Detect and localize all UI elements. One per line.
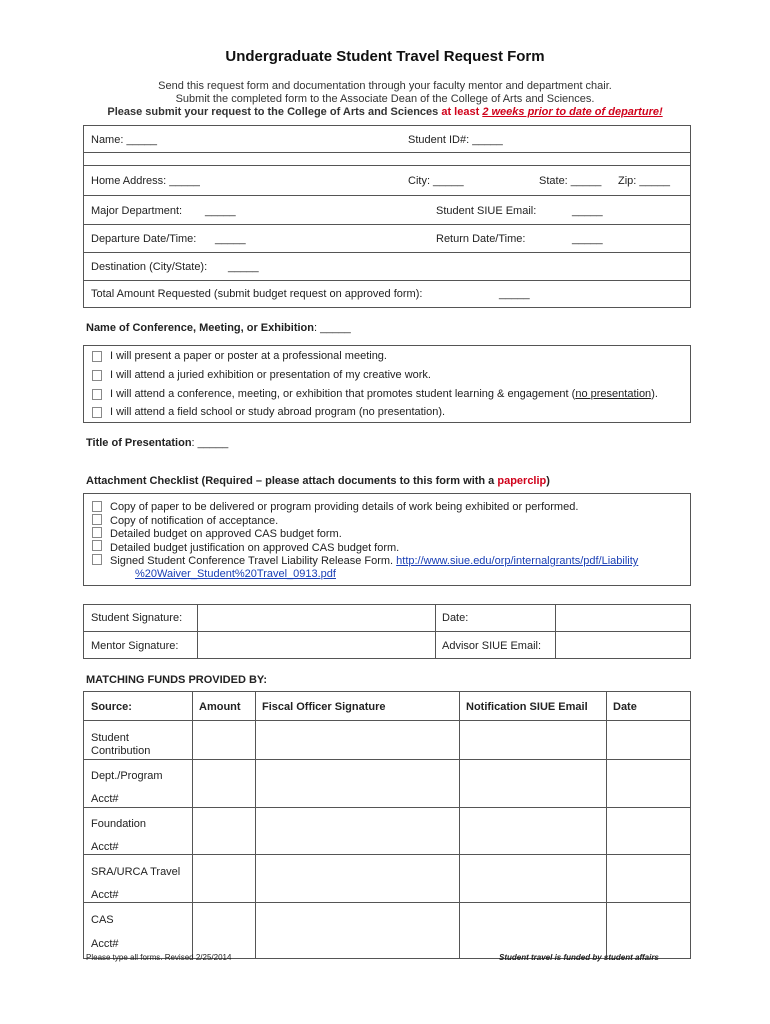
source-dept-acct: Acct# (91, 793, 119, 805)
funds-header-email: Notification SIUE Email (466, 701, 588, 713)
checklist-justification-checkbox[interactable] (92, 540, 102, 551)
funds-header-amount: Amount (199, 701, 241, 713)
return-label: Return Date/Time: (436, 233, 526, 245)
presentation-label: Title of Presentation (86, 437, 192, 449)
source-foundation-acct: Acct# (91, 841, 119, 853)
footer-revised: Please type all forms. Revised 2/25/2014 (86, 953, 232, 962)
field-school-option: I will attend a field school or study abroad program (no presentation). (110, 406, 446, 418)
checklist-budget-checkbox[interactable] (92, 527, 102, 538)
student-signature-label: Student Signature: (91, 612, 183, 624)
field-school-checkbox[interactable] (92, 407, 102, 418)
juried-checkbox[interactable] (92, 370, 102, 381)
checklist-waiver-checkbox[interactable] (92, 554, 102, 565)
source-sra-urca: SRA/URCA Travel (91, 866, 181, 878)
checklist-heading-paperclip: paperclip (497, 475, 547, 487)
attend-option-text: I will attend a conference, meeting, or exhibition that promotes student learning & engagement ( (110, 388, 576, 400)
present-option: I will present a paper or poster at a professional meeting. (110, 350, 387, 362)
funds-header-fiscal-officer: Fiscal Officer Signature (262, 701, 386, 713)
email-input[interactable]: _____ (572, 205, 603, 217)
checklist-heading (86, 475, 550, 487)
intro-line-3 (0, 106, 770, 118)
checklist-heading-close: ) (546, 475, 550, 487)
signature-date-label: Date: (442, 612, 469, 624)
presentation-input[interactable]: : _____ (191, 437, 229, 449)
intro-deadline-prefix: at least (441, 106, 480, 118)
conference-input[interactable]: : _____ (313, 322, 351, 334)
source-cas-acct: Acct# (91, 938, 119, 950)
home-address-field[interactable]: Home Address: _____ (91, 175, 200, 187)
source-cas: CAS (91, 914, 114, 926)
source-foundation: Foundation (91, 818, 147, 830)
checklist-budget: Detailed budget on approved CAS budget form. (110, 528, 342, 540)
checklist-waiver (110, 555, 638, 567)
intro-line-2: Submit the completed form to the Associate Dean of the College of Arts and Sciences. (175, 93, 595, 105)
intro-deadline: 2 weeks prior to date of departure! (482, 106, 663, 118)
checklist-paper: Copy of paper to be delivered or program providing details of work being exhibited or performed. (110, 501, 579, 513)
amount-label: Total Amount Requested (submit budget request on approved form): (91, 288, 423, 300)
destination-label: Destination (City/State): (91, 261, 208, 273)
checklist-waiver-text: Signed Student Conference Travel Liability Release Form. (110, 555, 397, 567)
checklist-paper-checkbox[interactable] (92, 501, 102, 512)
attend-option-emphasis: no presentation (575, 388, 652, 400)
destination-input[interactable]: _____ (228, 261, 259, 273)
matching-funds-heading: MATCHING FUNDS PROVIDED BY: (86, 674, 268, 686)
funds-header-date: Date (613, 701, 637, 713)
form-title: Undergraduate Student Travel Request Form (225, 48, 545, 65)
advisor-email-label: Advisor SIUE Email: (442, 640, 542, 652)
attend-option (110, 388, 658, 400)
major-input[interactable]: _____ (205, 205, 236, 217)
source-sra-acct: Acct# (91, 889, 119, 901)
juried-option: I will attend a juried exhibition or presentation of my creative work. (110, 369, 431, 381)
major-label: Major Department: (91, 205, 183, 217)
conference-line (86, 322, 351, 334)
attend-checkbox[interactable] (92, 389, 102, 400)
departure-input[interactable]: _____ (215, 233, 246, 245)
funds-header-source: Source: (91, 701, 132, 713)
return-input[interactable]: _____ (572, 233, 603, 245)
mentor-signature-label: Mentor Signature: (91, 640, 179, 652)
source-student: Student (91, 732, 129, 744)
name-field[interactable]: Name: _____ (91, 134, 158, 146)
checklist-notification-checkbox[interactable] (92, 514, 102, 525)
amount-input[interactable]: _____ (499, 288, 530, 300)
conference-label: Name of Conference, Meeting, or Exhibition (86, 322, 314, 334)
intro-line-3-text: Please submit your request to the College of Arts and Sciences (107, 106, 439, 118)
footer-funding-note: Student travel is funded by student affairs (499, 953, 659, 962)
source-student-contribution: Contribution (91, 745, 151, 757)
attend-option-close: ). (651, 388, 658, 400)
source-dept-program: Dept./Program (91, 770, 163, 782)
checklist-justification: Detailed budget justification on approved CAS budget form. (110, 542, 400, 554)
waiver-link-continued[interactable]: %20Waiver_Student%20Travel_0913.pdf (135, 568, 336, 580)
presentation-line (86, 437, 228, 449)
matching-funds-table (83, 691, 691, 959)
zip-field[interactable]: Zip: _____ (618, 175, 670, 187)
city-field[interactable]: City: _____ (408, 175, 464, 187)
present-checkbox[interactable] (92, 351, 102, 362)
departure-label: Departure Date/Time: (91, 233, 197, 245)
intro-line-1: Send this request form and documentation through your faculty mentor and department chair. (158, 80, 612, 92)
state-field[interactable]: State: _____ (539, 175, 602, 187)
student-id-field[interactable]: Student ID#: _____ (408, 134, 503, 146)
checklist-heading-text: Attachment Checklist (Required – please attach documents to this form with a (86, 475, 498, 487)
email-label: Student SIUE Email: (436, 205, 537, 217)
checklist-notification: Copy of notification of acceptance. (110, 515, 279, 527)
waiver-link[interactable]: http://www.siue.edu/orp/internalgrants/pdf/Liability (396, 555, 639, 567)
